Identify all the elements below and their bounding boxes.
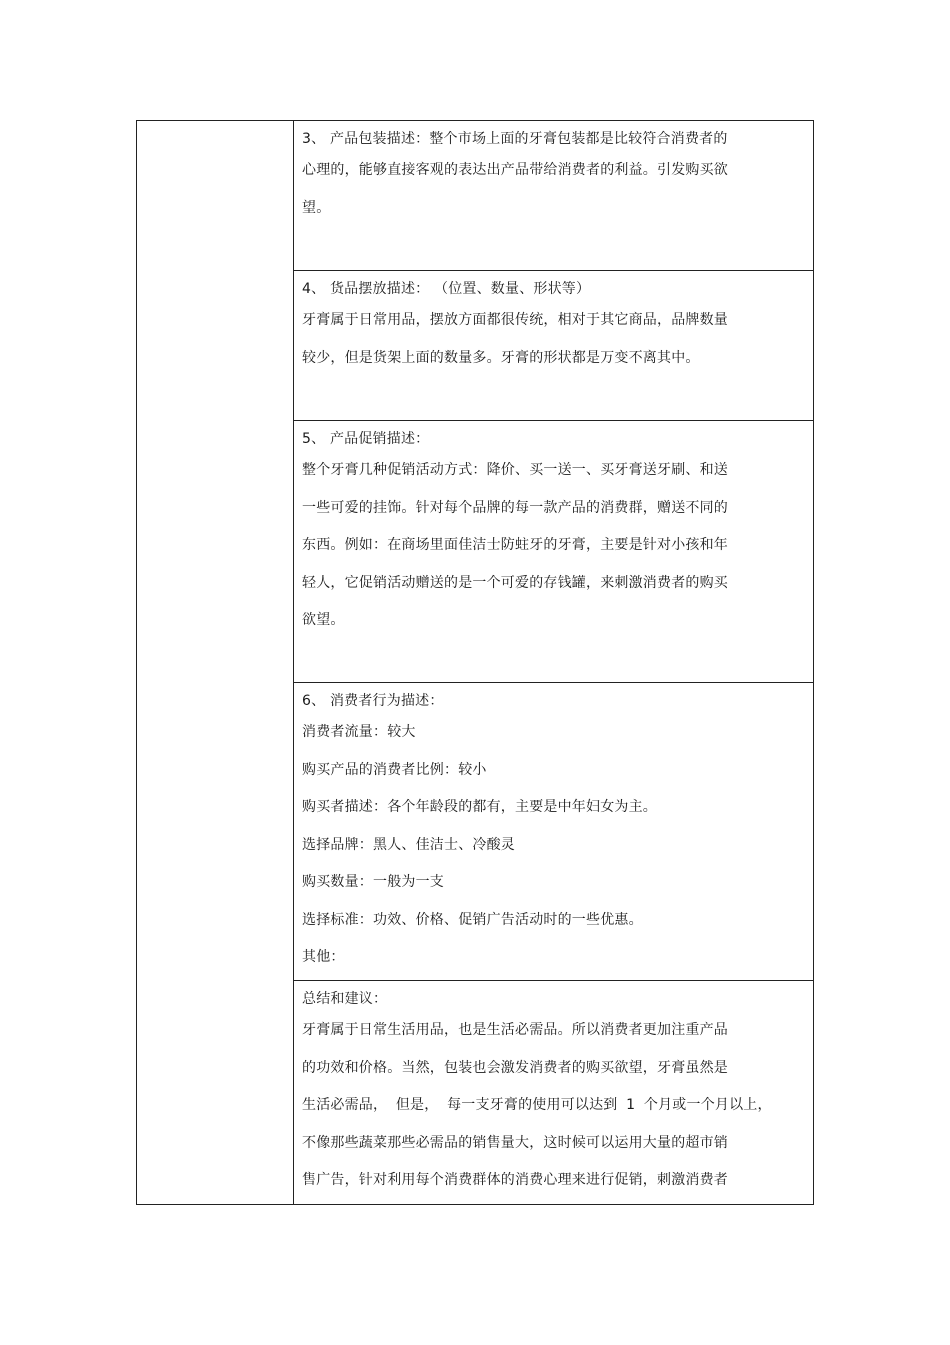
section-line: 购买数量：一般为一支 [302,874,444,890]
section-promotion [294,421,813,683]
section-line: 东西。例如：在商场里面佳洁士防蛀牙的牙膏，主要是针对小孩和年 [302,537,728,553]
section-line: 牙膏属于日常用品，摆放方面都很传统，相对于其它商品，品牌数量 [302,312,728,328]
section-line: 一些可爱的挂饰。针对每个品牌的每一款产品的消费群，赠送不同的 [302,499,728,516]
table-right-column [294,121,813,1204]
table-left-column [137,121,294,1204]
section-line: 牙膏属于日常生活用品，也是生活必需品。所以消费者更加注重产品 [302,1022,728,1038]
section-consumer-behavior [294,683,813,981]
section-line: 售广告，针对利用每个消费群体的消费心理来进行促销，刺激消费者 [302,1172,728,1188]
section-summary [294,981,813,1204]
section-heading: 5、 产品促销描述： [302,431,430,447]
section-line: 欲望。 [302,612,345,628]
section-line: 较少，但是货架上面的数量多。牙膏的形状都是万变不离其中。 [302,349,700,366]
section-heading: 总结和建议： [302,991,388,1007]
section-line: 生活必需品， 但是， 每一支牙膏的使用可以达到 1 个月或一个月以上， [302,1097,772,1113]
section-display [294,271,813,421]
section-line: 轻人，它促销活动赠送的是一个可爱的存钱罐，来刺激消费者的购买 [302,574,728,591]
section-heading: 3、 产品包装描述：整个市场上面的牙膏包装都是比较符合消费者的 [302,131,728,147]
section-line: 购买者描述：各个年龄段的都有，主要是中年妇女为主。 [302,799,657,815]
section-line: 的功效和价格。当然，包装也会激发消费者的购买欲望，牙膏虽然是 [302,1059,728,1076]
section-line: 其他： [302,949,345,965]
section-packaging [294,121,813,271]
section-line: 购买产品的消费者比例：较小 [302,761,487,778]
section-line: 消费者流量：较大 [302,724,416,740]
section-line: 心理的，能够直接客观的表达出产品带给消费者的利益。引发购买欲 [302,162,728,178]
section-heading: 6、 消费者行为描述： [302,693,444,709]
section-line: 不像那些蔬菜那些必需品的销售量大，这时候可以运用大量的超市销 [302,1134,728,1151]
section-heading: 4、 货品摆放描述： （位置、数量、形状等） [302,281,591,297]
report-table [136,120,814,1205]
section-line: 选择品牌：黑人、佳洁士、冷酸灵 [302,836,515,853]
section-line: 望。 [302,199,331,216]
section-line: 整个牙膏几种促销活动方式：降价、买一送一、买牙膏送牙刷、和送 [302,462,728,478]
section-line: 选择标准：功效、价格、促销广告活动时的一些优惠。 [302,911,643,928]
